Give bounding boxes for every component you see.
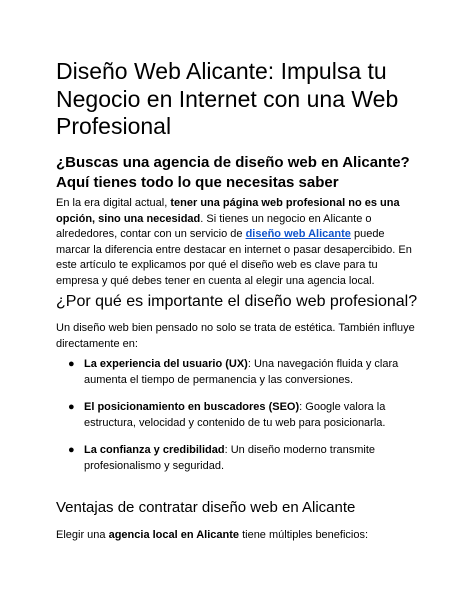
- importance-intro-paragraph: Un diseño web bien pensado no solo se trata de estética. También influye directamente en:: [56, 322, 415, 350]
- bullet-icon: ●: [68, 401, 75, 413]
- list-item: [68, 400, 416, 431]
- section-heading-agency: ¿Buscas una agencia de diseño web en Alicante? Aquí tienes todo lo que necesitas saber: [56, 154, 410, 191]
- bullet-bold-text: La confianza y credibilidad: [84, 444, 225, 456]
- bullet-icon: ●: [68, 444, 75, 456]
- advantages-bold-text: agencia local en Alicante: [108, 529, 240, 541]
- list-item: [68, 357, 416, 388]
- section-heading-importance: ¿Por qué es importante el diseño web profesional?: [56, 293, 418, 310]
- advantages-paragraph: [56, 528, 418, 544]
- bullet-bold-text: El posicionamiento en buscadores (SEO): [84, 401, 300, 413]
- bullet-text: : Una navegación fluida y clara aumenta el tiempo de permanencia y las conversiones.: [84, 358, 399, 386]
- intro-bold-text: tener una página web profesional no es una opción, sino una necesidad: [56, 197, 400, 225]
- bullet-text: : Un diseño moderno transmite profesionalismo y seguridad.: [84, 444, 376, 472]
- section-heading-advantages: Ventajas de contratar diseño web en Alicante: [56, 499, 356, 516]
- diseno-web-alicante-link[interactable]: diseño web Alicante: [245, 228, 351, 241]
- intro-tail-text: puede marcar la diferencia entre destacar en internet o pasar desapercibido. En este artículo te explicamos por qué el diseño web es clave para tu empresa y qué debes tener en cuenta al elegir una agencia local.: [56, 228, 412, 287]
- advantages-lead-text: Elegir una: [56, 529, 109, 541]
- bullet-icon: ●: [68, 358, 75, 370]
- bullet-bold-text: La experiencia del usuario (UX): [84, 358, 248, 370]
- intro-lead-text: En la era digital actual,: [56, 197, 171, 209]
- advantages-tail-text: tiene múltiples beneficios:: [239, 529, 369, 541]
- list-item: [68, 443, 416, 474]
- intro-mid-text: . Si tienes un negocio en Alicante o alrededores, contar con un servicio de: [56, 212, 372, 241]
- bullet-text: : Google valora la estructura, velocidad y contenido de tu web para posicionarla.: [84, 401, 386, 429]
- intro-paragraph: [56, 196, 418, 290]
- page-title: Diseño Web Alicante: Impulsa tu Negocio en Internet con una Web Profesional: [56, 58, 399, 139]
